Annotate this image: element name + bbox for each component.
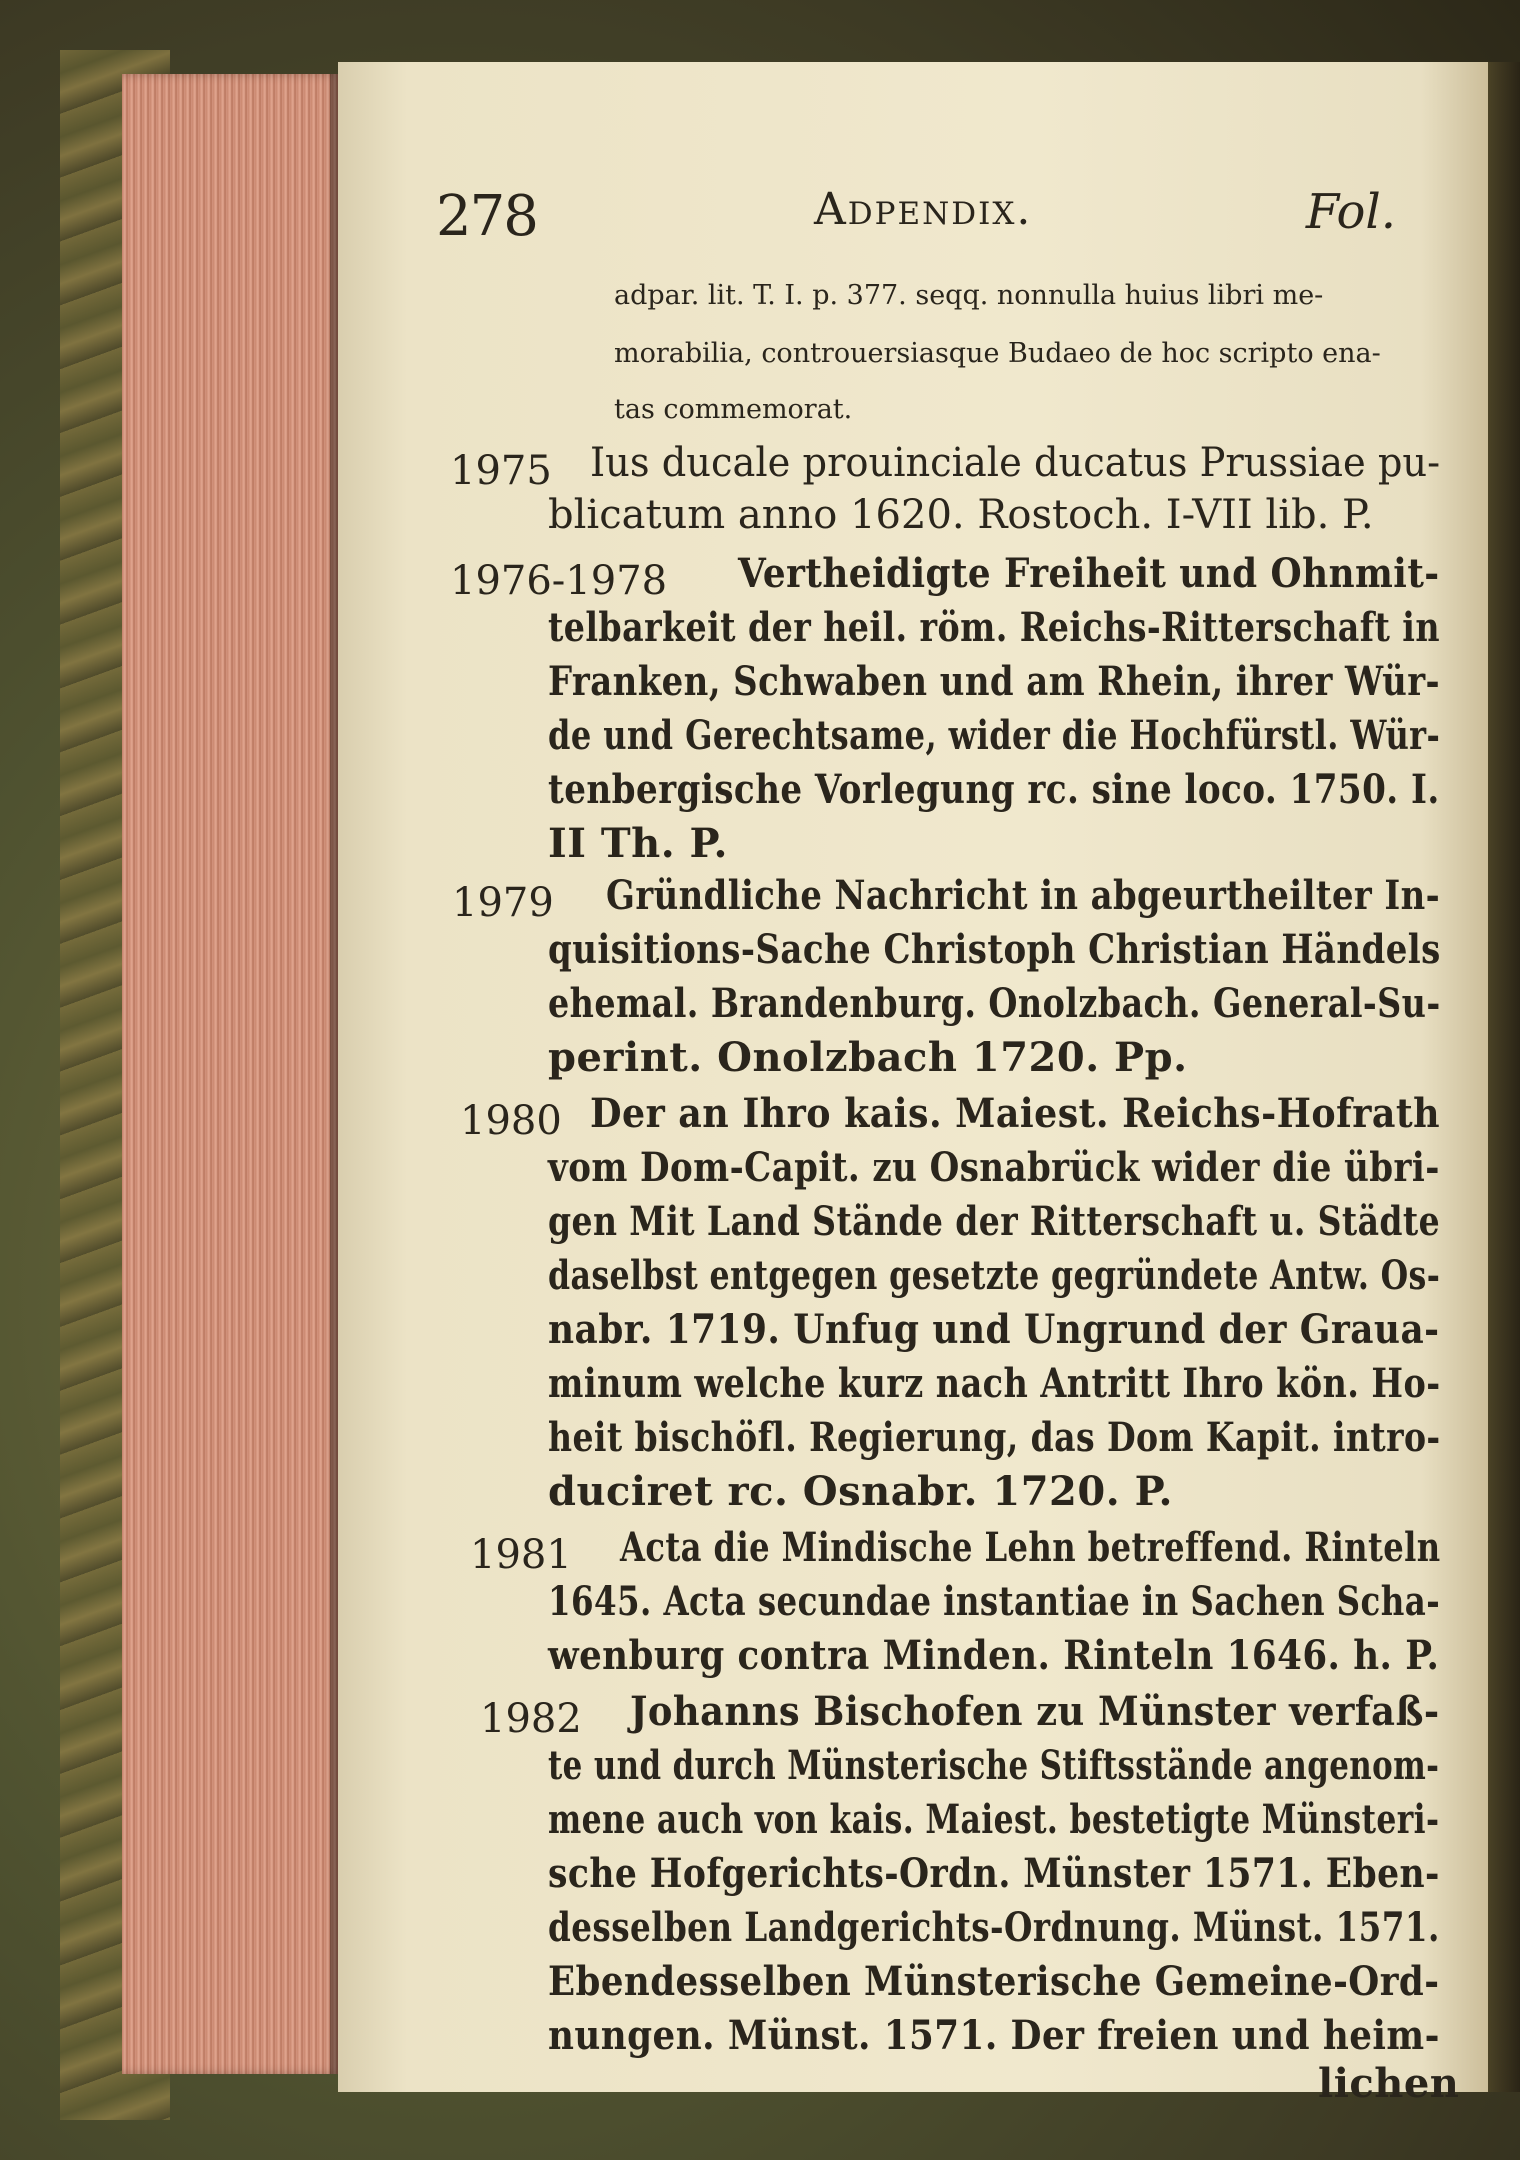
- entry-line: Ius ducale prouinciale ducatus Prussiae pu-: [590, 440, 1441, 486]
- running-head: Adpendix.: [814, 184, 1033, 235]
- entry-line: Johanns Bischofen zu Münster verfaß-: [630, 1688, 1440, 1735]
- entry-line: nabr. 1719. Unfug und Ungrund der Graua-: [548, 1306, 1440, 1353]
- entry-line: de und Gerechtsame, wider die Hochfürstl. Wür-: [548, 712, 1441, 759]
- page-header: [436, 184, 1396, 264]
- entry-line: 1645. Acta secundae instantiae in Sachen Scha-: [548, 1578, 1441, 1625]
- entry-line: perint. Onolzbach 1720. Pp.: [548, 1034, 1188, 1081]
- entry-line: quisitions-Sache Christoph Christian Händels: [548, 926, 1441, 973]
- entry-line: minum welche kurz nach Antritt Ihro kön. Ho-: [548, 1360, 1441, 1407]
- entry-line: vom Dom-Capit. zu Osnabrück wider die übri-: [548, 1144, 1440, 1191]
- entry-line: mene auch von kais. Maiest. bestetigte Münsteri-: [548, 1796, 1440, 1843]
- entry-line: daselbst entgegen gesetzte gegründete Antw. Os-: [548, 1252, 1441, 1299]
- entry-line: duciret rc. Osnabr. 1720. P.: [548, 1468, 1173, 1515]
- page-number: 278: [436, 184, 537, 249]
- entry-number: 1976-1978: [450, 558, 668, 604]
- entry-line: tenbergische Vorlegung rc. sine loco. 1750. I.: [548, 766, 1440, 813]
- entry-line: ehemal. Brandenburg. Onolzbach. General-Su-: [548, 980, 1441, 1027]
- format-mark: Fol.: [1305, 184, 1396, 240]
- continuation-line: tas commemorat.: [614, 394, 853, 425]
- continuation-line: morabilia, controuersiasque Budaeo de hoc scripto ena-: [614, 338, 1381, 369]
- entry-line: te und durch Münsterische Stiftsstände angenom-: [548, 1742, 1440, 1789]
- entry-number: 1982: [480, 1696, 582, 1742]
- entry-number: 1980: [460, 1098, 562, 1144]
- catchword: lichen: [1318, 2060, 1460, 2107]
- entry-number: 1975: [450, 448, 552, 494]
- entry-line: blicatum anno 1620. Rostoch. I-VII lib. P.: [548, 492, 1374, 538]
- entry-line: sche Hofgerichts-Ordn. Münster 1571. Eben-: [548, 1850, 1440, 1897]
- entry-number: 1981: [470, 1532, 572, 1578]
- entry-line: Ebendesselben Münsterische Gemeine-Ord-: [548, 1958, 1440, 2005]
- entry-line: Gründliche Nachricht in abgeurtheilter In-: [606, 872, 1441, 919]
- entry-line: desselben Landgerichts-Ordnung. Münst. 1571.: [548, 1904, 1440, 1951]
- continuation-line: adpar. lit. T. I. p. 377. seqq. nonnulla huius libri me-: [614, 280, 1324, 311]
- entry-line: telbarkeit der heil. röm. Reichs-Ritterschaft in: [548, 604, 1440, 651]
- entry-line: heit bischöfl. Regierung, das Dom Kapit. intro-: [548, 1414, 1441, 1461]
- entry-line: Franken, Schwaben und am Rhein, ihrer Wür-: [548, 658, 1441, 705]
- entry-line: II Th. P.: [548, 820, 728, 867]
- entry-line: Acta die Mindische Lehn betreffend. Rinteln: [620, 1524, 1441, 1571]
- entry-line: gen Mit Land Stände der Ritterschaft u. Städte: [548, 1198, 1441, 1245]
- entry-number: 1979: [452, 880, 554, 926]
- entry-line: Der an Ihro kais. Maiest. Reichs-Hofrath: [590, 1090, 1441, 1137]
- entry-line: nungen. Münst. 1571. Der freien und heim-: [548, 2012, 1440, 2059]
- entry-line: wenburg contra Minden. Rinteln 1646. h. P.: [548, 1632, 1440, 1679]
- entry-line: Vertheidigte Freiheit und Ohnmit-: [738, 550, 1440, 597]
